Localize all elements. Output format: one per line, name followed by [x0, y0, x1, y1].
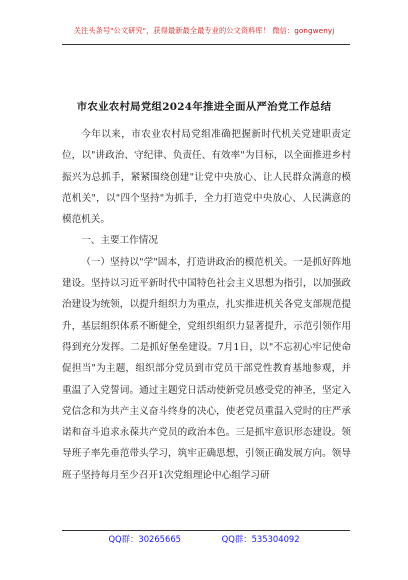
footer-qq-group-1: QQ群：30265665 [108, 534, 181, 544]
document-title: 市农业农村局党组2024年推进全面从严治党工作总结 [76, 101, 332, 113]
section-heading: 一、主要工作情况 [81, 235, 158, 247]
paragraph-section-1: （一）坚持以"学"固本，打造讲政治的模范机关。一是抓好阵地建设。坚持以习近平新时代中国特色社会主义思想为指引，以加强政治建设为统领，以提升组织力为重点，扎实推进机关各党支部规范提升，基层组织体系不断健全，党组织组织力显著提升，示范引领作用得到充分发挥。二是抓好堡垒建设。7月1日，以"不忘初心牢记使命促担当"为主题，组织部分党员到市党员干部党性教育基地参观，并重温了入党誓词。通过主题党日活动使新党员感受党的神圣，坚定入党信念和为共产主义奋斗终身的决心，使老党员重温入党时的庄严承诺和奋斗追求永葆共产党员的政治本色。三是抓牢意识形态建设。领导班子率先垂范带头学习，筑牢正确思想，引领正确发展方向。领导班子坚持每月至少召开1次党组理论中心组学习研 [62, 256, 351, 481]
page-footer [0, 533, 408, 545]
footer-qq-group-2: QQ群：535304092 [221, 534, 300, 544]
footer-divider [62, 530, 350, 531]
page-header-notice: 关注头条号"公文研究"，获得最新最全最专业的公文资料库！ 微信：gongwenyj [73, 26, 335, 35]
header-divider [62, 44, 350, 45]
document-body [62, 124, 351, 486]
paragraph-intro: 今年以来，市农业农村局党组准确把握新时代机关党建职责定位，以"讲政治、守纪律、负责任、有效率"为目标，以全面推进乡村振兴为总抓手，紧紧围绕创建"让党中央放心、让人民群众满意的模范机关"，以"四个坚持"为抓手，全力打造党中央放心、人民满意的模范机关。 [62, 129, 351, 226]
